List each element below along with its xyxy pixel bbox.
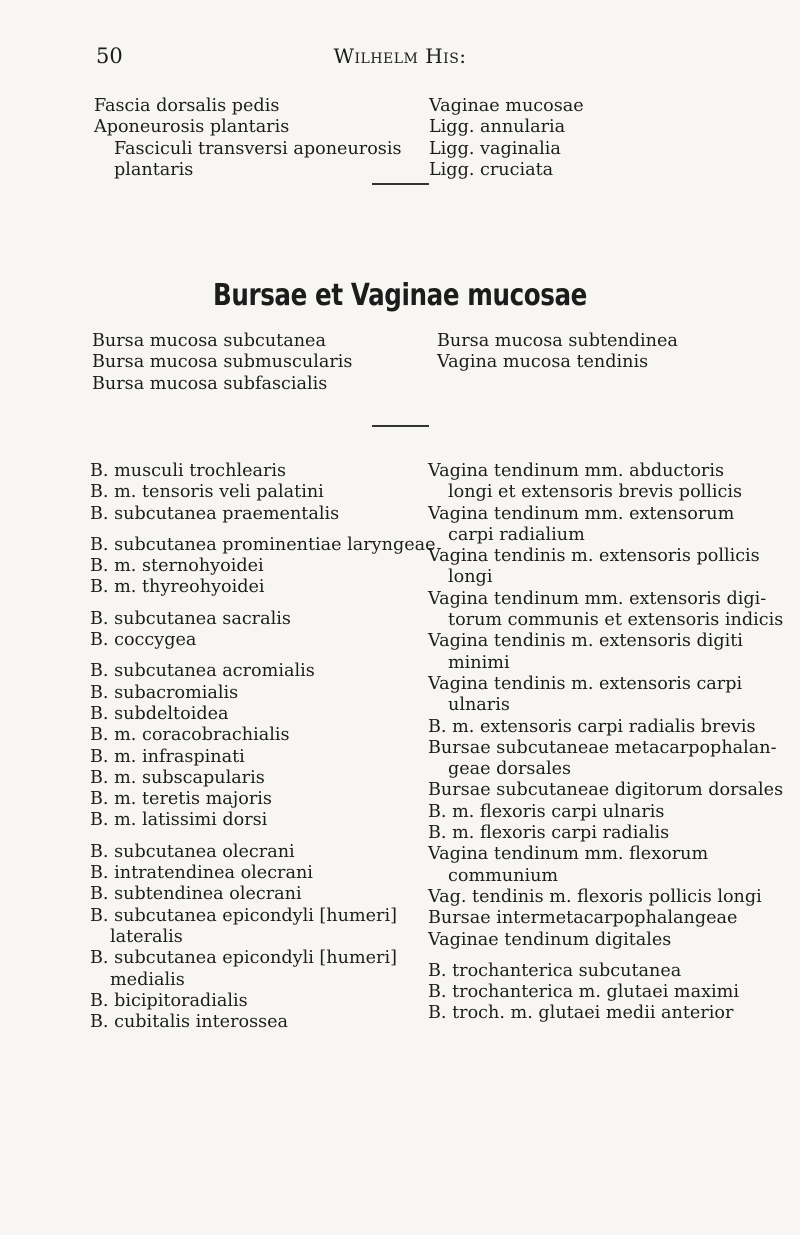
list-item: B. subcutanea prominentiae laryngeae <box>90 534 436 555</box>
section-divider <box>372 183 429 185</box>
list-item: B. subcutanea olecrani <box>90 841 295 862</box>
running-head: Wilhelm His: <box>333 44 467 68</box>
top-right-list <box>429 96 584 181</box>
list-item: B. subcutanea sacralis <box>90 608 291 629</box>
left-bursa-list <box>90 461 436 1033</box>
list-item: plantaris <box>114 159 194 180</box>
list-item: Vagina tendinum mm. flexorum <box>428 844 709 865</box>
list-item: Vaginae tendinum digitales <box>428 929 672 950</box>
list-item: Vaginae mucosae <box>429 96 584 116</box>
list-item: Vagina tendinum mm. extensorum <box>428 503 735 524</box>
list-item: B. m. subscapularis <box>90 767 265 788</box>
list-item: B. m. sternohyoidei <box>90 556 264 577</box>
list-item: B. m. teretis majoris <box>90 789 272 810</box>
section-divider <box>372 425 429 427</box>
list-item: B. bicipitoradialis <box>90 990 248 1011</box>
list-item: B. intratendinea olecrani <box>90 863 313 884</box>
list-item: longi et extensoris brevis pollicis <box>448 482 743 503</box>
list-item: B. m. latissimi dorsi <box>90 810 268 831</box>
page-number: 50 <box>96 44 123 68</box>
list-item: B. cubitalis interossea <box>90 1012 289 1033</box>
list-item: B. m. coracobrachialis <box>90 725 290 746</box>
list-item: B. subcutanea epicondyli [humeri] <box>90 948 397 969</box>
list-item: Fasciculi transversi aponeurosis <box>114 138 402 159</box>
list-item: B. subcutanea praementalis <box>90 503 340 524</box>
list-item: Vagina tendinum mm. abductoris <box>428 461 725 481</box>
list-item: Bursae subcutaneae metacarpophalan- <box>428 737 777 758</box>
top-left-list <box>94 96 402 181</box>
list-item: B. subtendinea olecrani <box>90 884 302 905</box>
list-item: Vagina tendinis m. extensoris pollicis <box>428 546 760 567</box>
list-item: communium <box>448 865 559 886</box>
list-item: Vagina tendinum mm. extensoris digi- <box>428 588 767 609</box>
list-item: B. subacromialis <box>90 682 239 703</box>
list-item: minimi <box>448 652 510 673</box>
list-item: Bursa mucosa subfascialis <box>92 373 328 394</box>
list-item: Vagina tendinis m. extensoris digiti <box>428 631 743 652</box>
list-item: B. trochanterica m. glutaei maximi <box>428 982 739 1003</box>
list-item: B. subdeltoidea <box>90 703 229 724</box>
list-item: Bursa mucosa subtendinea <box>437 331 678 351</box>
list-item: lateralis <box>110 926 183 947</box>
intro-left-list <box>92 331 352 395</box>
list-item: B. subcutanea acromialis <box>90 661 315 682</box>
list-item: Ligg. vaginalia <box>429 138 561 159</box>
page-header <box>0 44 800 74</box>
list-item: B. m. flexoris carpi ulnaris <box>428 801 665 822</box>
list-item: medialis <box>110 969 185 990</box>
list-item: Vagina tendinis m. extensoris carpi <box>428 673 743 694</box>
list-item: carpi radialium <box>448 524 585 545</box>
right-vagina-list <box>428 461 783 1025</box>
list-item: Vagina mucosa tendinis <box>437 352 649 373</box>
list-item: geae dorsales <box>448 759 572 780</box>
list-item: B. m. tensoris veli palatini <box>90 482 324 503</box>
list-item: Ligg. annularia <box>429 117 566 138</box>
list-item: B. coccygea <box>90 630 197 651</box>
list-item: longi <box>448 567 493 588</box>
section-heading: Bursae et Vaginae mucosae <box>213 278 587 313</box>
list-item: B. m. infraspinati <box>90 746 245 767</box>
list-item: Bursae intermetacarpophalangeae <box>428 908 738 929</box>
list-item: Aponeurosis plantaris <box>94 117 290 138</box>
list-item: B. troch. m. glutaei medii anterior <box>428 1003 734 1024</box>
list-item: Fascia dorsalis pedis <box>94 96 280 116</box>
list-item: Bursae subcutaneae digitorum dorsales <box>428 780 784 801</box>
list-item: Ligg. cruciata <box>429 159 554 180</box>
list-item: B. m. extensoris carpi radialis brevis <box>428 716 756 737</box>
list-item: B. trochanterica subcutanea <box>428 960 682 981</box>
list-item: B. m. thyreohyoidei <box>90 577 265 598</box>
intro-right-list <box>437 331 678 374</box>
list-item: B. musculi trochlearis <box>90 461 287 481</box>
list-item: Vag. tendinis m. flexoris pollicis longi <box>428 886 762 907</box>
list-item: Bursa mucosa submuscularis <box>92 352 353 373</box>
list-item: ulnaris <box>448 695 510 716</box>
list-item: B. m. flexoris carpi radialis <box>428 823 670 844</box>
list-item: Bursa mucosa subcutanea <box>92 331 326 351</box>
list-item: B. subcutanea epicondyli [humeri] <box>90 905 397 926</box>
list-item: torum communis et extensoris indicis <box>448 610 784 631</box>
